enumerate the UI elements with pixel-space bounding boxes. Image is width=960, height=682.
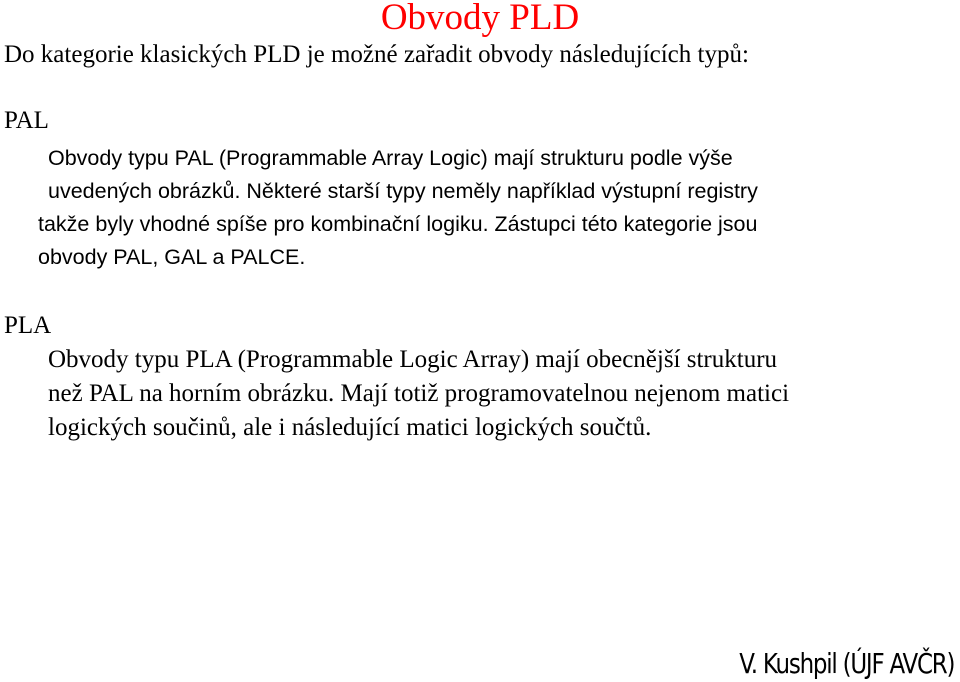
pla-line: logických součinů, ale i následující matici logických součtů. (48, 414, 652, 441)
pla-line: než PAL na horním obrázku. Mají totiž programovatelnou nejenom matici (48, 380, 790, 407)
pal-line: obvody PAL, GAL a PALCE. (38, 245, 306, 269)
pal-line: takže byly vhodné spíše pro kombinační logiku. Zástupci této kategorie jsou (38, 212, 758, 236)
pla-heading: PLA (4, 312, 52, 339)
pla-line: Obvody typu PLA (Programmable Logic Array) mají obecnější strukturu (48, 346, 778, 373)
pal-line: uvedených obrázků. Některé starší typy neměly například výstupní registry (48, 179, 758, 203)
author-footer: V. Kushpil (ÚJF AVČR) (738, 647, 954, 680)
pal-description (0, 142, 960, 274)
pal-line: Obvody typu PAL (Programmable Array Logic) mají strukturu podle výše (48, 146, 733, 170)
pla-description (48, 343, 960, 445)
pal-heading: PAL (4, 107, 49, 134)
slide-title: Obvody PLD (380, 0, 580, 38)
intro-text: Do kategorie klasických PLD je možné zařadit obvody následujících typů: (4, 41, 749, 68)
